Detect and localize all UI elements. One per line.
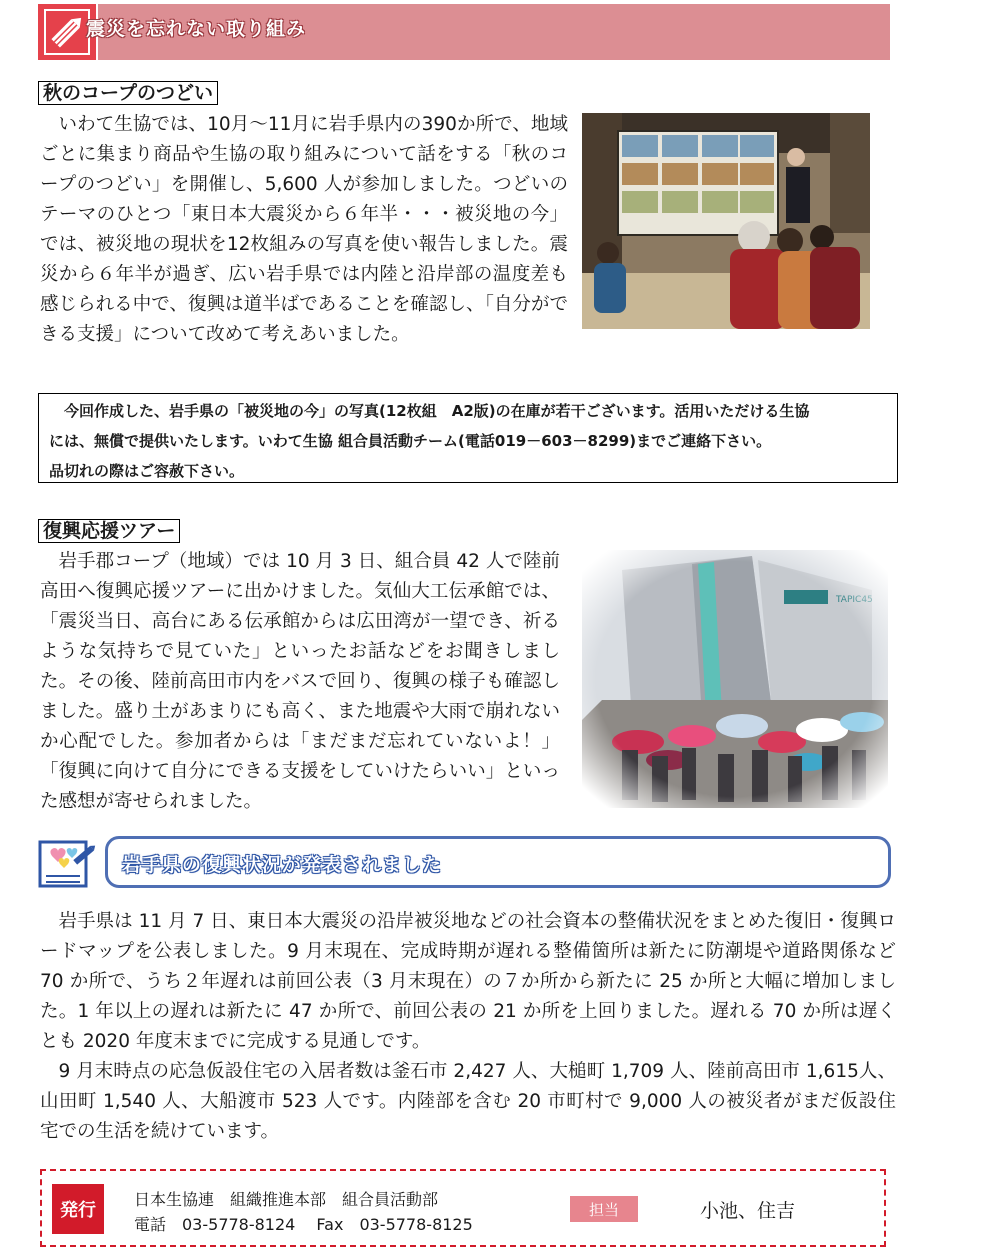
sub-heading-label: 復興応援ツアー [38, 519, 180, 543]
photo-presentation [582, 113, 870, 329]
sub-heading-autumn-gathering [38, 80, 218, 106]
notice-line: には、無償で提供いたします。いわて生協 組合員活動チーム(電話019－603－8299)までご連絡下さい。 [49, 432, 772, 450]
section-title: 震災を忘れない取り組み [86, 18, 307, 40]
paragraph: いわて生協では、10月～11月に岩手県内の390か所で、地域ごとに集まり商品や生協の取り組みについて話をする「秋のコープのつどい」を開催し、5,600 人が参加しました。つどいのテーマのひとつ「東日本大震災から６年半・・・被災地の今」では、被災地の現状を12枚組みの写真を使い報告しました。震災から６年半が過ぎ、広い岩手県では内陸と沿岸部の温度差も感じられる中で、復興は道半ばであることを確認し、「自分ができる支援」について改めて考えあいました。 [40, 114, 568, 345]
issuer-label: 発行 [52, 1184, 104, 1234]
notice-box [38, 393, 898, 483]
notice-text [39, 394, 897, 486]
issuer-contact: 電話 03-5778-8124 Fax 03-5778-8125 [134, 1215, 473, 1234]
reconstruction-text [40, 907, 896, 1147]
paragraph: 9 月末時点の応急仮設住宅の入居者数は釜石市 2,427 人、大槌町 1,709 人、陸前高田市 1,615人、山田町 1,540 人、大船渡市 523 人です。内陸部を含む 20 市町村で 9,000 人の被災者がまだ仮設住宅での生活を続けています。 [40, 1061, 896, 1142]
sub-heading-tour [38, 518, 180, 544]
photo-tour-building [582, 550, 888, 808]
autumn-gathering-text [40, 110, 568, 350]
notice-line: 今回作成した、岩手県の「被災地の今」の写真(12枚組 A2版)の在庫が若干ございます。活用いただける生協 [64, 402, 810, 420]
paragraph: 岩手県は 11 月 7 日、東日本大震災の沿岸被災地などの社会資本の整備状況をまとめた復旧・復興ロードマップを公表しました。9 月末現在、完成時期が遅れる整備箇所は新たに防潮堤や道路関係など 70 か所で、うち２年遅れは前回公表（3 月末現在）の７か所から新たに 25 か所と大幅に増加しました。1 年以上の遅れは新たに 47 か所で、前回公表の 21 か所を上回りました。遅れる 70 か所は遅くとも 2020 年度末までに完成する見通しです。 [40, 911, 896, 1052]
notice-line: 品切れの際はご容赦下さい。 [49, 462, 245, 480]
paragraph: 岩手郡コープ（地域）では 10 月 3 日、組合員 42 人で陸前高田へ復興応援ツアーに出かけました。気仙大工伝承館では、「震災当日、高台にある伝承館からは広田湾が一望でき、祈るような気持ちで見ていた」といったお話などをお聞きしました。その後、陸前高田市内をバスで回り、復興の様子も確認しました。盛り土があまりにも高く、また地震や大雨で崩れないか心配でした。参加者からは「まだまだ忘れていないよ！」「復興に向けて自分にできる支援をしていけたらいい」といった感想が寄せられました。 [40, 551, 560, 812]
person-label: 担当 [570, 1196, 638, 1222]
section-title: 岩手県の復興状況が発表されました [122, 854, 443, 876]
sub-heading-label: 秋のコープのつどい [38, 81, 218, 105]
person-name: 小池、住吉 [700, 1200, 796, 1222]
issuer-org: 日本生協連 組織推進本部 組合員活動部 [134, 1190, 439, 1209]
tour-text [40, 547, 560, 817]
checklist-icon [38, 836, 96, 890]
